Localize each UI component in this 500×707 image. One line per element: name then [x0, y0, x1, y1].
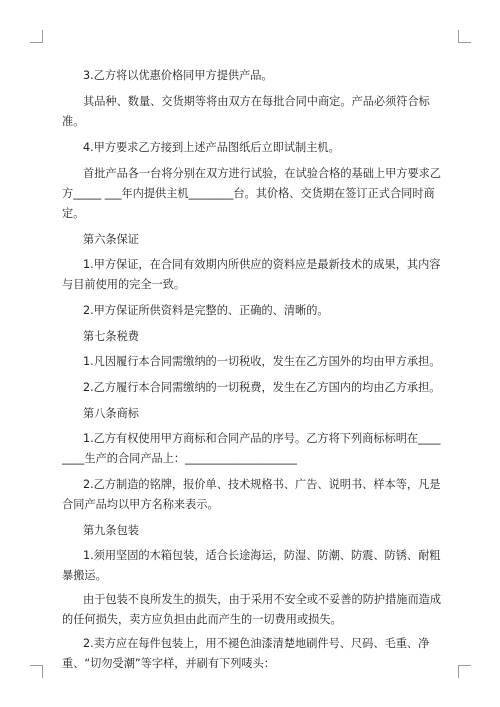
paragraph: 2.甲方保证所供资料是完整的、正确的、清晰的。 [83, 304, 329, 317]
document-body [62, 66, 442, 680]
paragraph: 2.乙方履行本合同需缴纳的一切税费，发生在乙方国内的均由乙方承担。 [83, 381, 441, 394]
paragraph: 1.凡因履行本合同需缴纳的一切税收，发生在乙方国外的均由甲方承担。 [83, 355, 441, 368]
paragraph: 2.卖方应在每件包装上，用不褪色油漆清楚地刷件号、尺码、毛重、净重、“切勿受潮”等字样，并刷有下列唛头： [62, 637, 430, 670]
section-heading: 第八条商标 [83, 407, 139, 420]
paragraph: 1.须用坚固的木箱包装，适合长途海运，防湿、防潮、防震、防锈、耐粗暴搬运。 [62, 549, 441, 582]
paragraph: 由于包装不良所发生的损失，由于采用不安全或不妥善的防护措施而造成的任何损失，卖方应负担由此而产生的一切费用或损失。 [62, 593, 442, 626]
crop-mark-bottom-right [458, 665, 471, 678]
paragraph: 首批产品各一台将分别在双方进行试验，在试验合格的基础上甲方要求乙方_____ ___年内提供主机________台。其价格、交货期在签订正式合同时商定。 [62, 167, 442, 220]
crop-mark-top-left [30, 30, 43, 43]
paragraph: 其品种、数量、交货期等将由双方在每批合同中商定。产品必须符合标准。 [62, 95, 430, 128]
crop-mark-bottom-left [30, 665, 43, 678]
paragraph: 1.甲方保证，在合同有效期内所供应的资料应是最新技术的成果，其内容与目前使用的完全一致。 [62, 258, 441, 291]
section-heading: 第六条保证 [83, 233, 139, 246]
paragraph: 3.乙方将以优惠价格同甲方提供产品。 [83, 69, 273, 82]
section-heading: 第九条包装 [83, 524, 139, 537]
paragraph: 1.乙方有权使用甲方商标和合同产品的序号。乙方将下列商标标明在________生产的合同产品上：____________________ [62, 432, 441, 465]
paragraph: 2.乙方制造的铭牌，报价单、技术规格书、广告、说明书、样本等，凡是合同产品均以甲方名称来表示。 [62, 478, 441, 511]
section-heading: 第七条税费 [83, 330, 139, 343]
paragraph: 4.甲方要求乙方接到上述产品图纸后立即试制主机。 [83, 141, 340, 154]
crop-mark-top-right [458, 30, 471, 43]
